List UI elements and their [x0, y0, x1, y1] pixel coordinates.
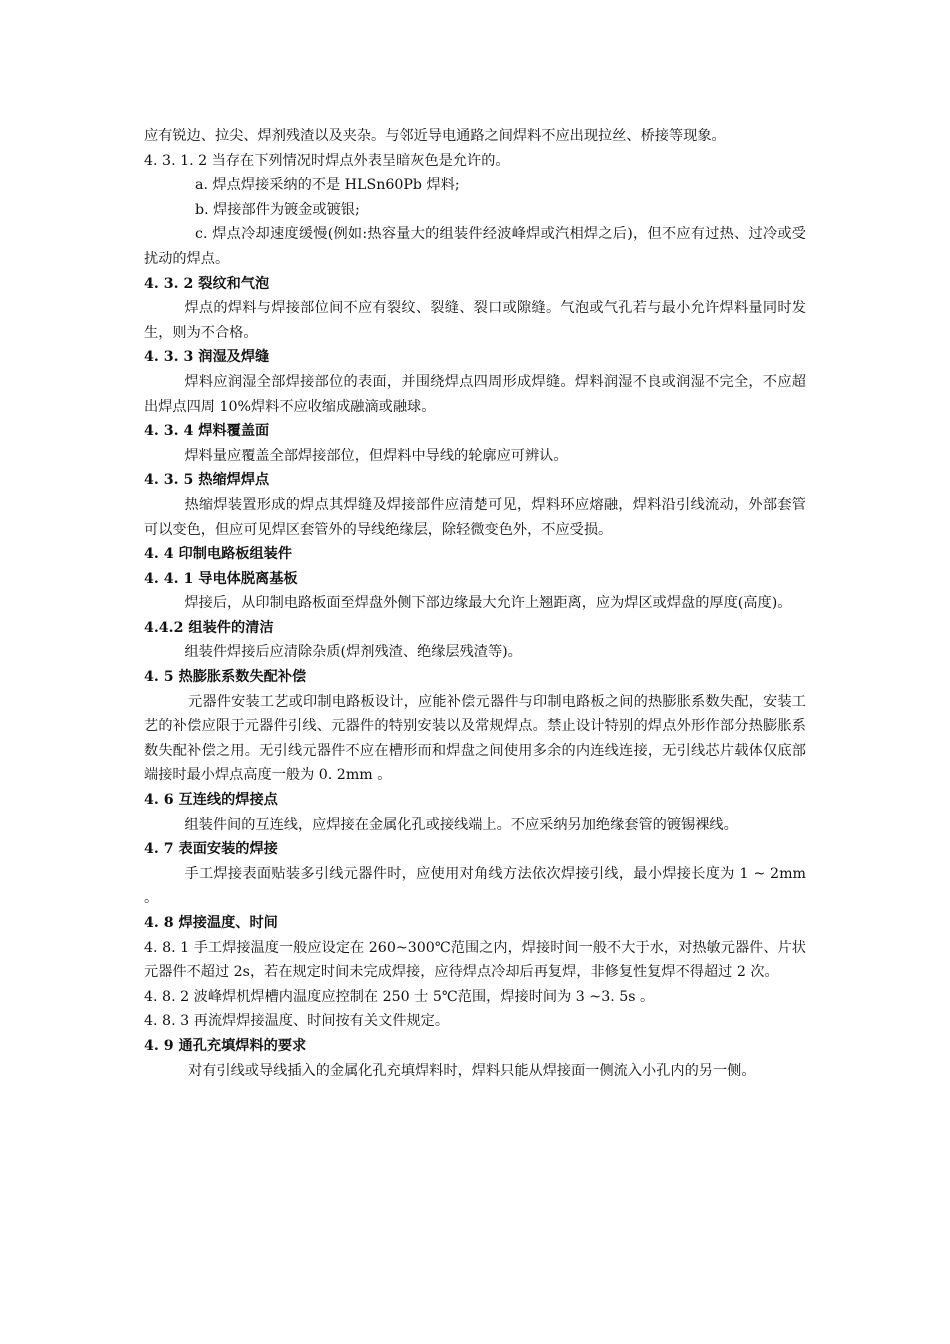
heading-4-4-1: 4. 4. 1 导电体脱离基板	[144, 570, 298, 587]
paragraph: 组装件焊接后应清除杂质(焊剂残渣、绝缘层残渣等)。	[184, 644, 522, 661]
paragraph: 组装件间的互连线，应焊接在金属化孔或接线端上。不应采纳另加绝缘套管的镀锡裸线。	[184, 816, 738, 833]
list-item-a: a. 焊点焊接采纳的不是 HLSn60Pb 焊料;	[195, 177, 460, 194]
clause-4-8-2: 4. 8. 2 波峰焊机焊槽内温度应控制在 250 士 5℃范围，焊接时间为 3 ~3. 5s 。	[144, 988, 655, 1005]
paragraph: 焊料量应覆盖全部焊接部位，但焊料中导线的轮廓应可辨认。	[184, 447, 568, 464]
heading-4-3-3: 4. 3. 3 润湿及焊缝	[144, 349, 270, 366]
heading-4-6: 4. 6 互连线的焊接点	[144, 792, 278, 809]
paragraph: 焊点的焊料与焊接部位间不应有裂纹、裂缝、裂口或隙缝。气泡或气孔若与最小允许焊料量同时发生，则为不合格。	[144, 300, 806, 341]
paragraph: 热缩焊装置形成的焊点其焊缝及焊接部件应清楚可见，焊料环应熔融，焊料沿引线流动，外部套管可以变色，但应可见焊区套管外的导线绝缘层，除轻微变色外，不应受损。	[144, 496, 806, 538]
heading-4-5: 4. 5 热膨胀系数失配补偿	[144, 669, 307, 686]
heading-4-3-4: 4. 3. 4 焊料覆盖面	[144, 423, 270, 440]
heading-4-3-5: 4. 3. 5 热缩焊焊点	[144, 472, 270, 489]
paragraph: 手工焊接表面贴装多引线元器件时，应使用对角线方法依次焊接引线，最小焊接长度为 1 ~ 2mm 。	[144, 865, 806, 907]
paragraph: 焊接后，从印制电路板面至焊盘外侧下部边缘最大允许上翘距离，应为焊区或焊盘的厚度(高度)。	[184, 595, 792, 612]
paragraph: 对有引线或导线插入的金属化孔充填焊料时，焊料只能从焊接面一侧流入小孔内的另一侧。	[188, 1062, 756, 1079]
heading-4-4: 4. 4 印制电路板组装件	[144, 546, 293, 563]
paragraph: 应有锐边、拉尖、焊剂残渣以及夹杂。与邻近导电通路之间焊料不应出现拉丝、桥接等现象。	[144, 128, 726, 144]
paragraph: 焊料应润湿全部焊接部位的表面，并围绕焊点四周形成焊缝。焊料润湿不良或润湿不完全，不应超出焊点四周 10%焊料不应收缩成融滴或融球。	[144, 373, 806, 415]
heading-4-9: 4. 9 通孔充填焊料的要求	[144, 1037, 307, 1054]
list-item-c: c. 焊点冷却速度缓慢(例如:热容量大的组装件经波峰焊或汽相焊之后)，但不应有过热、过冷或受扰动的焊点。	[144, 226, 806, 267]
heading-4-7: 4. 7 表面安装的焊接	[144, 841, 278, 858]
document-page	[144, 124, 806, 1083]
heading-4-8: 4. 8 焊接温度、时间	[144, 915, 278, 931]
clause-4-3-1-2: 4. 3. 1. 2 当存在下列情况时焊点外表呈暗灰色是允许的。	[144, 152, 510, 169]
clause-4-8-1: 4. 8. 1 手工焊接温度一般应设定在 260~300℃范围之内，焊接时间一般不大于水，对热敏元器件、片状元器件不超过 2s，若在规定时间未完成焊接，应待焊点冷却后再复焊，非修复性复焊不得超过 2 次。	[144, 939, 806, 981]
heading-4-4-2: 4.4.2 组装件的清洁	[144, 619, 274, 636]
list-item-b: b. 焊接部件为镀金或镀银;	[195, 201, 360, 218]
paragraph: 元器件安装工艺或印制电路板设计，应能补偿元器件与印制电路板之间的热膨胀系数失配，安装工艺的补偿应限于元器件引线、元器件的特别安装以及常规焊点。禁止设计特别的焊点外形作部分热膨胀系数失配补偿之用。无引线元器件不应在槽形而和焊盘之间使用多余的内连线连接，无引线芯片载体仅底部端接时最小焊点高度一般为 0. 2mm 。	[144, 693, 806, 784]
heading-4-3-2: 4. 3. 2 裂纹和气泡	[144, 275, 270, 292]
clause-4-8-3: 4. 8. 3 再流焊焊接温度、时间按有关文件规定。	[144, 1013, 450, 1030]
